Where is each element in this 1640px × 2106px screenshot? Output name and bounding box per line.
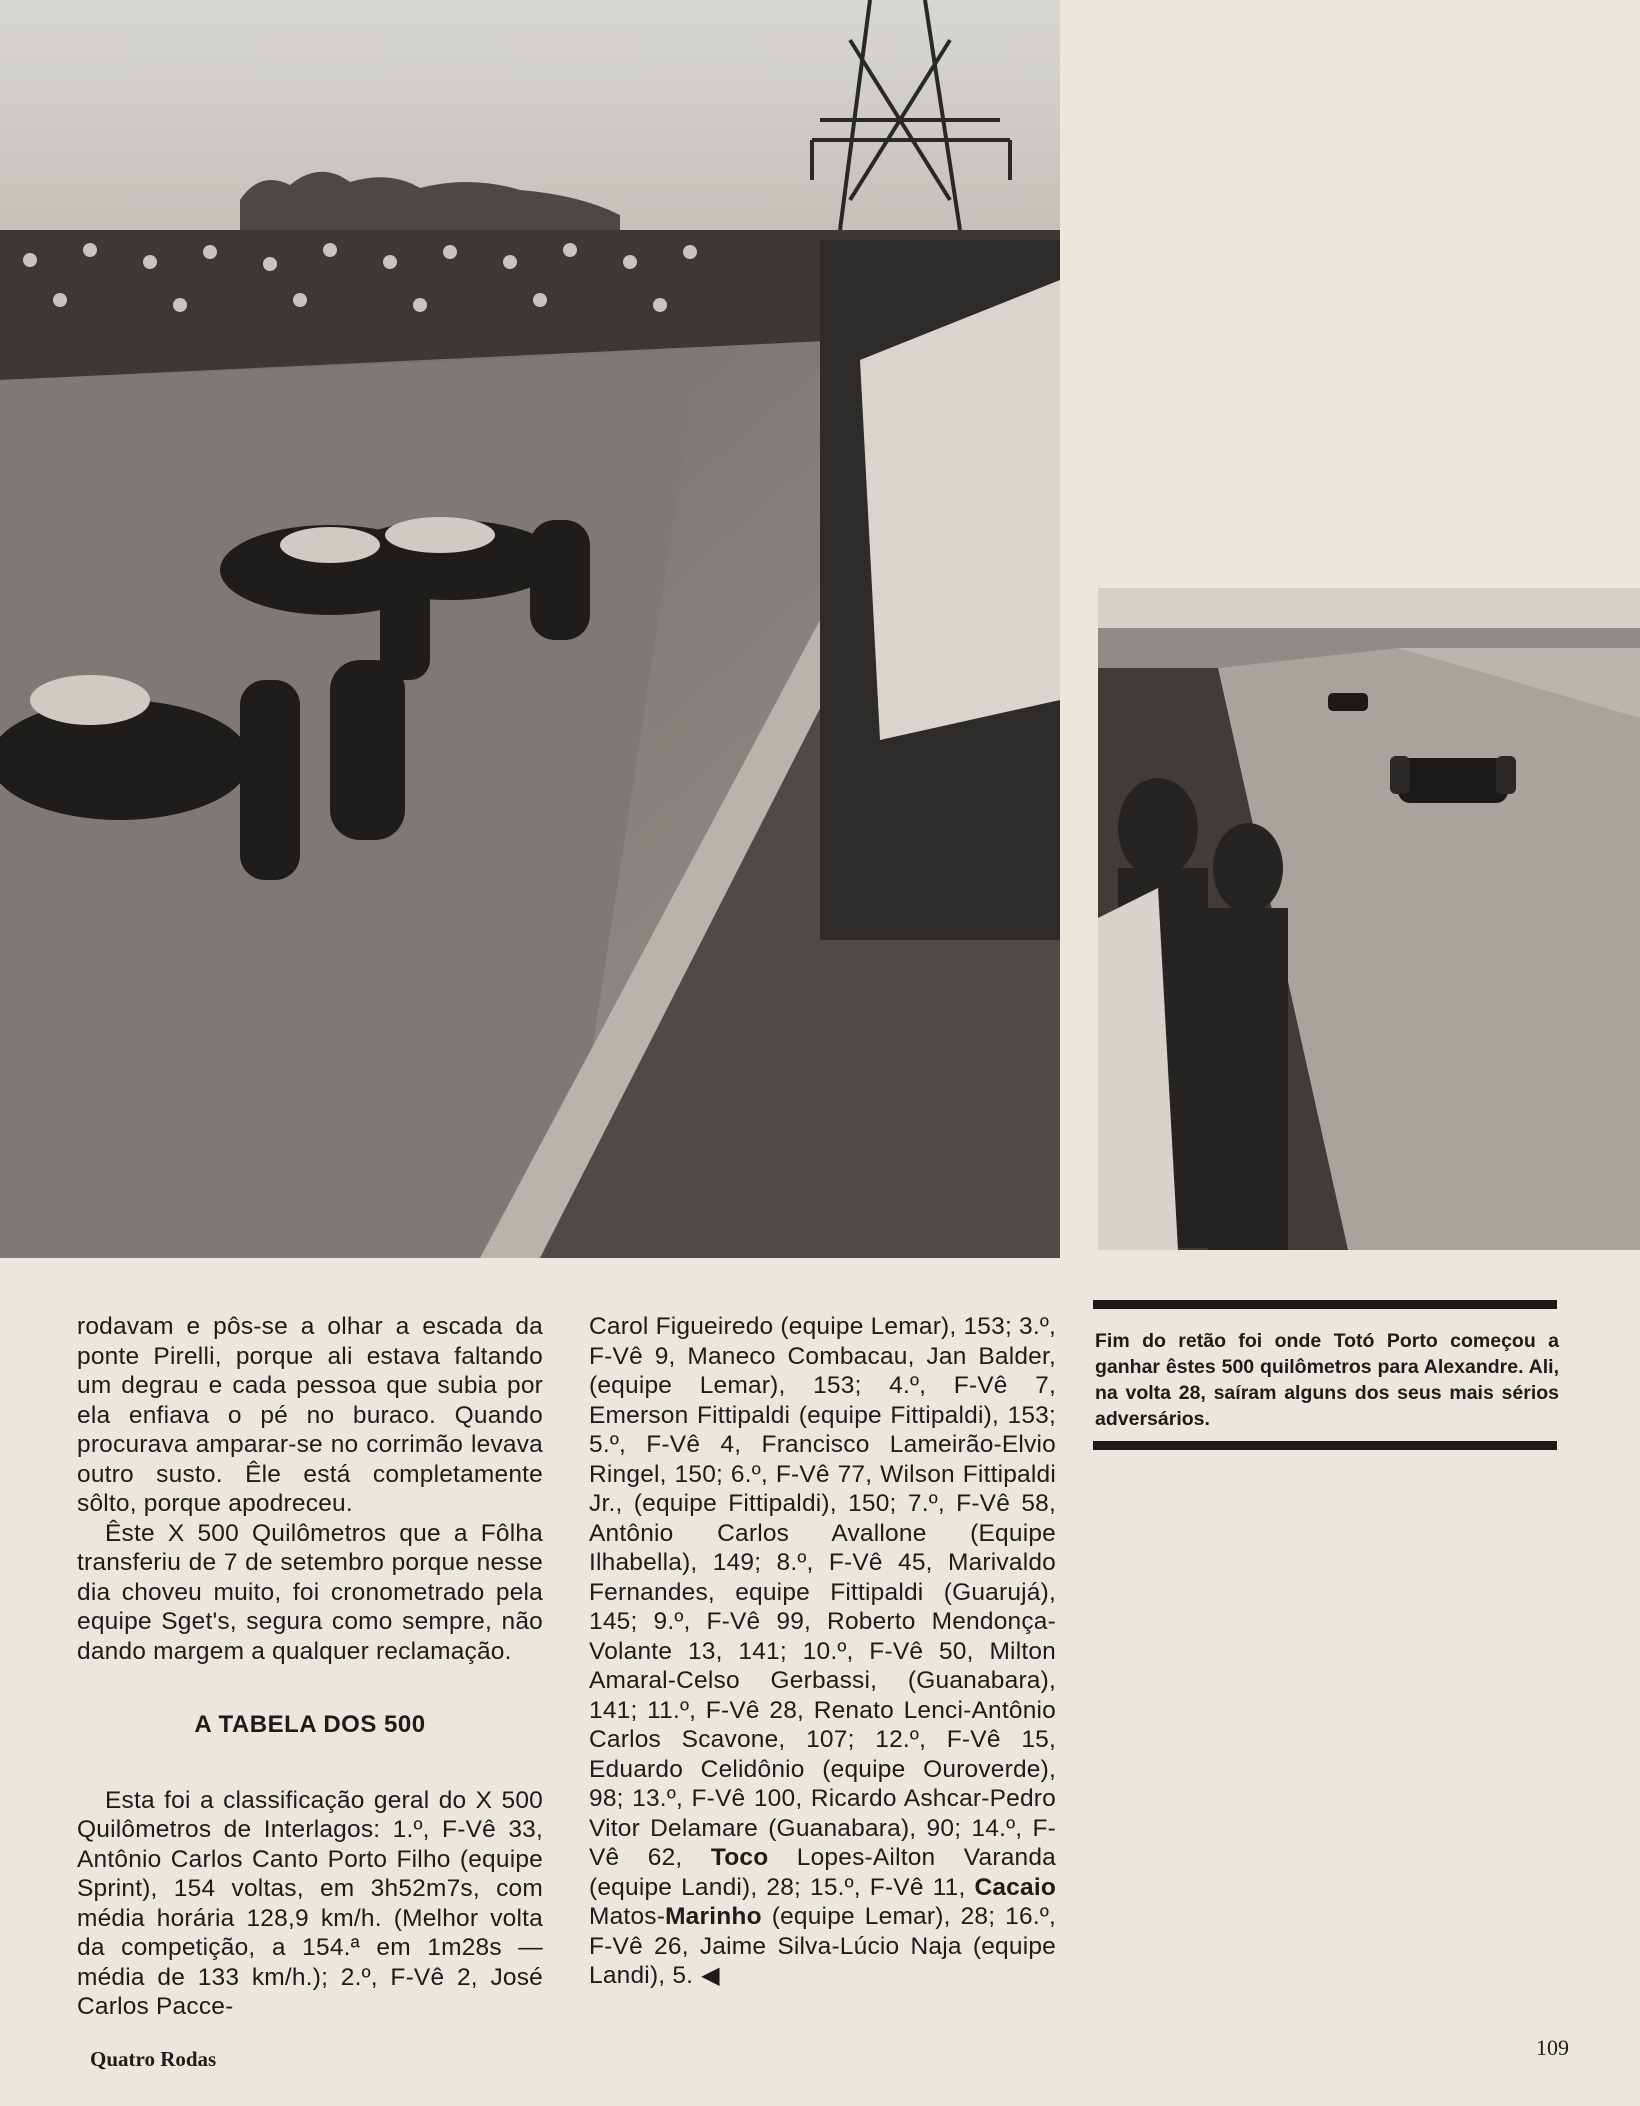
section-heading: A TABELA DOS 500 bbox=[194, 1711, 426, 1738]
results-paragraph bbox=[589, 1312, 1056, 1991]
end-mark-icon: ◀ bbox=[701, 1962, 720, 1989]
results-text-g: (equipe Lemar), 28; 16.º, F-Vê 26, Jaime Silva-Lúcio Naja (equipe Landi), 5. bbox=[589, 1903, 1056, 1989]
photo-caption: Fim do retão foi onde Totó Porto começou a ganhar êstes 500 quilômetros para Alexandre. Ali, na volta 28, saíram alguns dos seus mais sérios adversários. bbox=[1095, 1330, 1559, 1430]
race-photo-spectators-icon bbox=[0, 0, 1060, 1258]
caption-rule-top bbox=[1093, 1300, 1557, 1309]
article-column-1 bbox=[77, 1312, 543, 2022]
results-name-cacaio: Cacaio bbox=[974, 1873, 1056, 1901]
results-name-toco: Toco bbox=[710, 1844, 769, 1871]
main-race-photo bbox=[0, 0, 1060, 1258]
article-paragraph-1: rodavam e pôs-se a olhar a escada da ponte Pirelli, porque ali estava faltando um degrau e cada pessoa que subia por ela enfiava o pé no buraco. Quando procurava amparar-se no corrimão levava outro susto. Êle está completamente sôlto, porque apodreceu. bbox=[77, 1313, 543, 1517]
results-name-marinho: Marinho bbox=[665, 1903, 762, 1930]
article-column-2 bbox=[589, 1312, 1056, 1991]
results-text-e: Matos- bbox=[589, 1903, 666, 1930]
race-photo-straight-icon bbox=[1098, 588, 1640, 1250]
results-text-c: Lopes-Ailton Varanda (equipe Landi), 28; 15.º, F-Vê 11, bbox=[589, 1844, 1057, 1901]
side-race-photo bbox=[1098, 588, 1640, 1250]
article-paragraph-3: Esta foi a classificação geral do X 500 Quilômetros de Interlagos: 1.º, F-Vê 33, Antônio Carlos Canto Porto Filho (equipe Sprint), 154 voltas, em 3h52m7s, com média horária 128,9 km/h. (Melhor volta da competição, a 154.ª em 1m28s — média de 133 km/h.); 2.º, F-Vê 2, José Carlos Pacce- bbox=[77, 1786, 543, 2020]
page-number: 109 bbox=[1536, 2035, 1569, 2060]
magazine-brand: Quatro Rodas bbox=[90, 2047, 217, 2071]
results-text-a: Carol Figueiredo (equipe Lemar), 153; 3.º, F-Vê 9, Maneco Combacau, Jan Balder, (equipe Lemar), 153; 4.º, F-Vê 7, Emerson Fittipaldi (equipe Fittipaldi), 153; 5.º, F-Vê 4, Francisco Lameirão-Elvio Ringel, 150; 6.º, F-Vê 77, Wilson Fittipaldi Jr., (equipe Fittipaldi), 150; 7.º, F-Vê 58, Antônio Carlos Avallone (Equipe Ilhabella), 149; 8.º, F-Vê 45, Marivaldo Fernandes, equipe Fittipaldi (Guarujá), 145; 9.º, F-Vê 99, Roberto Mendonça-Volante 13, 141; 10.º, F-Vê 50, Milton Amaral-Celso Gerbassi, (Guanabara), 141; 11.º, F-Vê 28, Renato Lenci-Antônio Carlos Scavone, 107; 12.º, F-Vê 15, Eduardo Celidônio (equipe Ouroverde), 98; 13.º, F-Vê 100, Ricardo Ashcar-Pedro Vitor Delamare (Guanabara), 90; 14.º, F-Vê 62, bbox=[589, 1313, 1056, 1871]
article-paragraph-2: Êste X 500 Quilômetros que a Fôlha transferiu de 7 de setembro porque nesse dia choveu muito, foi cronometrado pela equipe Sget's, segura como sempre, não dando margem a qualquer reclamação. bbox=[77, 1519, 543, 1665]
caption-rule-bottom bbox=[1093, 1441, 1557, 1450]
